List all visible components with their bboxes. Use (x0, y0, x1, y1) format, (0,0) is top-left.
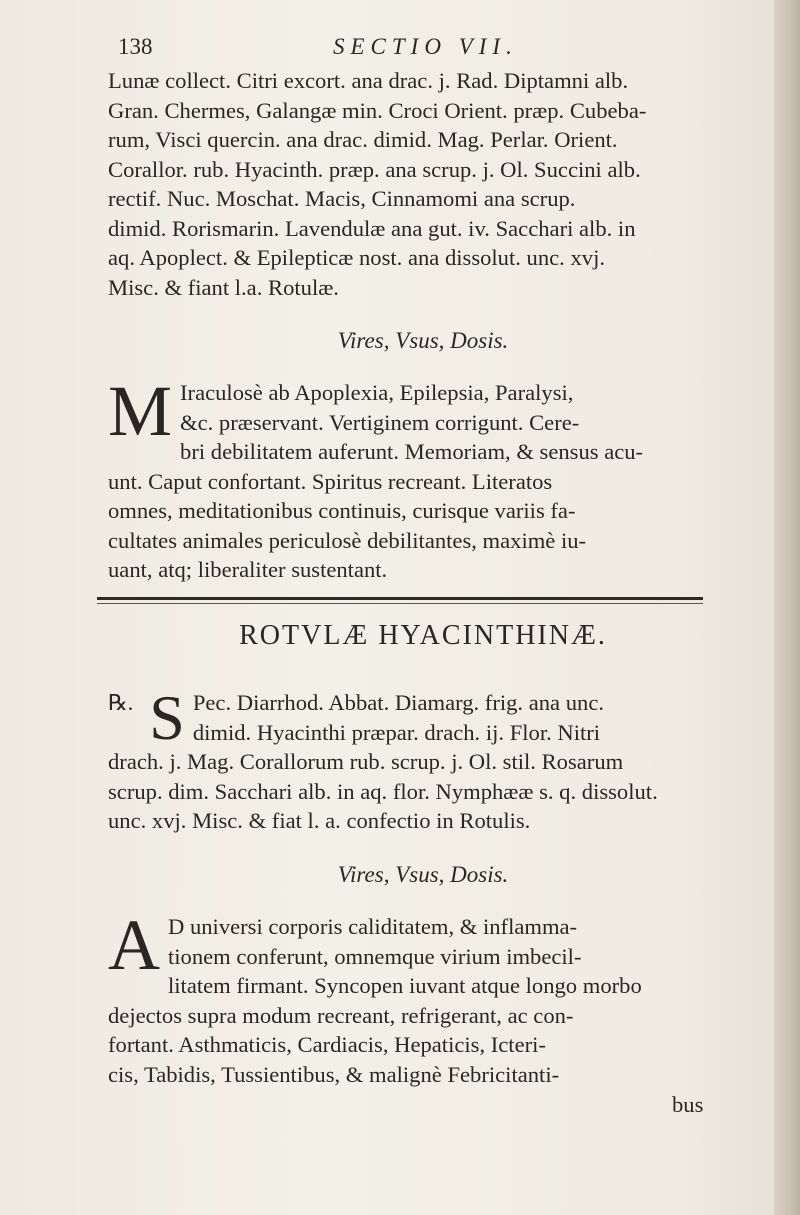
section-rule (97, 597, 703, 600)
text-line: Pec. Diarrhod. Abbat. Diamarg. frig. ana unc. (192, 690, 604, 715)
page-number: 138 (118, 34, 153, 59)
text-line: D universi corporis caliditatem, & inflamma- (168, 914, 578, 939)
text-line: drach. j. Mag. Corallorum rub. scrup. j. Ol. stil. Rosarum (108, 749, 624, 774)
recipe-continuation (108, 66, 738, 302)
text-line: dimid. Hyacinthi præpar. drach. ij. Flor. Nitri (192, 719, 601, 745)
page-header (118, 34, 738, 66)
text-line: Corallor. rub. Hyacinth. præp. ana scrup. j. Ol. Succini alb. (108, 156, 641, 182)
text-line: cis, Tabidis, Tussientibus, & malignè Febricitanti- (108, 1061, 560, 1087)
page-edge (774, 0, 800, 1215)
text-line: cultates animales periculosè debilitantes, maximè iu- (108, 527, 587, 553)
recipe-rotulae (108, 682, 738, 836)
subheading-vires-2: Vires, Vsus, Dosis. (337, 862, 509, 887)
section-title: ROTVLÆ HYACINTHINÆ. (239, 620, 607, 651)
running-head: SECTIO VII. (333, 34, 518, 59)
text-line: Gran. Chermes, Galangæ min. Croci Orient. præp. Cubeba- (108, 97, 647, 123)
text-line: tionem conferunt, omnemque virium imbecil- (168, 943, 582, 969)
text-line: Iraculosè ab Apoplexia, Epilepsia, Paralysi, (180, 380, 574, 405)
text-line: unc. xvj. Misc. & fiat l. a. confectio in Rotulis. (108, 808, 531, 833)
drop-cap: A (108, 905, 160, 985)
text-line: unt. Caput confortant. Spiritus recreant. Literatos (108, 468, 553, 494)
subheading-vires: Vires, Vsus, Dosis. (337, 328, 509, 353)
text-line: fortant. Asthmaticis, Cardiacis, Hepaticis, Icteri- (108, 1032, 546, 1057)
text-line: dimid. Rorismarin. Lavendulæ ana gut. iv. Sacchari alb. in (108, 215, 636, 241)
paragraph-virtues-2 (108, 905, 738, 1089)
text-line: dejectos supra modum recreant, refrigerant, ac con- (108, 1002, 574, 1028)
recipe-symbol: ℞. (108, 690, 134, 715)
text-line: Lunæ collect. Citri excort. ana drac. j. Rad. Diptamni alb. (108, 68, 629, 93)
catchword: bus (672, 1092, 704, 1117)
text-line: bri debilitatem auferunt. Memoriam, & sensus acu- (180, 439, 644, 464)
drop-cap: S (149, 682, 185, 753)
text-line: omnes, meditationibus continuis, curisque variis fa- (108, 498, 576, 523)
paragraph-virtues (108, 371, 738, 585)
text-line: rum, Visci quercin. ana drac. dimid. Mag. Perlar. Orient. (108, 127, 618, 152)
section-rule-thin (97, 603, 703, 604)
drop-cap: M (108, 371, 173, 451)
text-line: &c. præservant. Vertiginem corrigunt. Cere- (180, 409, 580, 435)
text-line: rectif. Nuc. Moschat. Macis, Cinnamomi ana scrup. (108, 186, 576, 211)
text-line: scrup. dim. Sacchari alb. in aq. flor. Nymphææ s. q. dissolut. (108, 778, 658, 804)
text-line: litatem firmant. Syncopen iuvant atque longo morbo (168, 973, 642, 998)
text-line: aq. Apoplect. & Epilepticæ nost. ana dissolut. unc. xvj. (108, 245, 605, 270)
text-line: uant, atq; liberaliter sustentant. (108, 557, 388, 582)
text-line: Misc. & fiant l.a. Rotulæ. (108, 274, 339, 300)
